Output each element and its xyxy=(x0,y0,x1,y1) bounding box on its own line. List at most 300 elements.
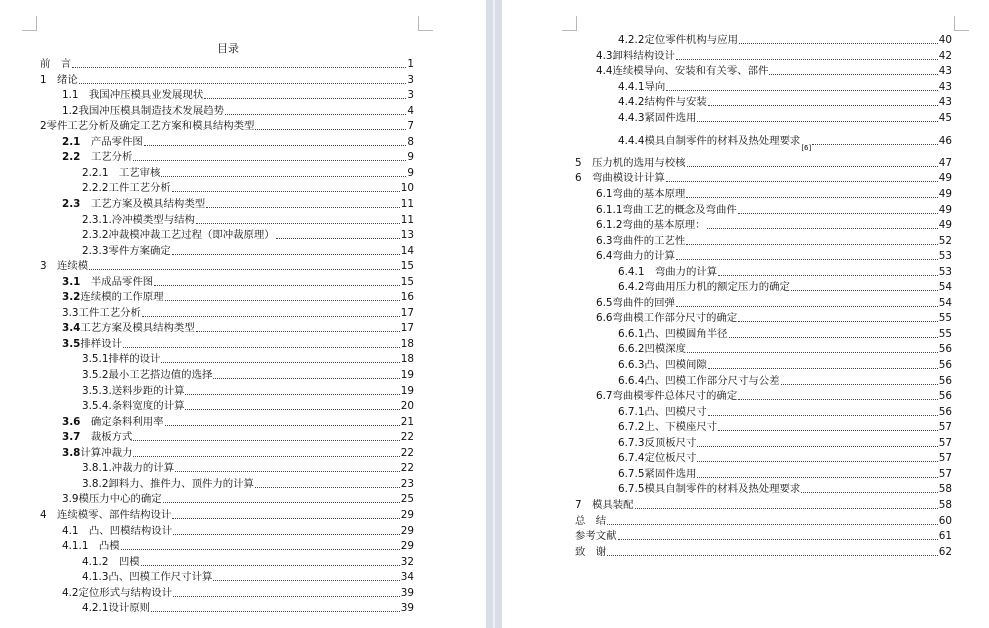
toc-entry[interactable] xyxy=(82,369,414,382)
toc-entry-title: 我国冲压模具业发展现状 xyxy=(88,89,204,102)
toc-entry-number: 4.4.2 xyxy=(618,96,645,109)
toc-entry-page: 22 xyxy=(400,462,414,475)
toc-entry-page: 43 xyxy=(938,96,952,109)
toc-entry-title: 条料宽度的计算 xyxy=(111,400,185,413)
toc-entry[interactable] xyxy=(62,493,414,506)
toc-entry[interactable] xyxy=(82,214,414,227)
toc-entry-page: 57 xyxy=(938,452,952,465)
toc-entry[interactable]: 4.4.4 模具自制零件的材料及热处理要求 [6] 46 xyxy=(618,135,952,153)
toc-leader-dots xyxy=(738,321,938,322)
toc-entry-number: 2 xyxy=(40,120,47,133)
toc-entry-number: 3.7 xyxy=(62,431,91,444)
toc-leader-dots xyxy=(161,362,399,363)
toc-entry[interactable] xyxy=(618,96,952,109)
toc-entry[interactable] xyxy=(596,219,952,232)
toc-entry-number: 参考文献 xyxy=(575,530,617,543)
toc-entry[interactable] xyxy=(62,338,414,351)
toc-entry-page: 22 xyxy=(400,431,414,444)
toc-leader-dots xyxy=(255,487,400,488)
toc-entry[interactable] xyxy=(618,468,952,481)
toc-leader-dots xyxy=(708,105,938,106)
toc-entry-title: 凹模 xyxy=(118,555,140,568)
toc-entry-page: 58 xyxy=(938,498,952,511)
toc-leader-dots xyxy=(172,518,399,519)
toc-entry[interactable] xyxy=(82,353,414,366)
toc-entry[interactable] xyxy=(82,229,414,242)
toc-entry[interactable] xyxy=(596,297,952,310)
toc-leader-dots xyxy=(607,555,938,556)
toc-entry[interactable] xyxy=(618,266,952,279)
toc-entry[interactable] xyxy=(62,307,414,320)
toc-entry[interactable] xyxy=(596,50,952,63)
toc-entry-title: 弯曲件的工艺性 xyxy=(612,234,686,247)
toc-entry[interactable] xyxy=(618,359,952,372)
toc-leader-dots xyxy=(141,565,400,566)
toc-leader-dots xyxy=(666,90,938,91)
toc-entry-number: 4 xyxy=(40,508,58,521)
toc-entry-title: 弯曲力的计算 xyxy=(612,250,675,263)
toc-leader-dots xyxy=(781,384,938,385)
toc-entry-title: 反顶板尺寸 xyxy=(644,436,697,449)
toc-entry[interactable] xyxy=(82,462,414,475)
toc-entry[interactable] xyxy=(618,112,952,125)
toc-leader-dots xyxy=(123,347,400,348)
toc-leader-dots xyxy=(133,160,406,161)
toc-entry[interactable] xyxy=(62,416,414,429)
toc-leader-dots xyxy=(89,269,400,270)
toc-entry-page: 49 xyxy=(938,172,952,185)
toc-entry-page: 57 xyxy=(938,421,952,434)
toc-entry-number: 4.4.3 xyxy=(618,111,645,124)
toc-entry-number: 6.7.4 xyxy=(618,452,645,465)
toc-entry-title: 模具装配 xyxy=(592,498,634,511)
toc-entry-number: 6.7.1 xyxy=(618,405,645,418)
toc-entry-number: 3.5.1 xyxy=(82,353,109,366)
toc-leader-dots xyxy=(697,461,937,462)
toc-leader-dots xyxy=(161,176,406,177)
toc-entry[interactable] xyxy=(575,515,952,528)
toc-leader-dots xyxy=(708,368,938,369)
toc-entry-page: 56 xyxy=(938,359,952,371)
toc-entry-number: 5 xyxy=(575,156,593,169)
toc-entry-page: 61 xyxy=(938,530,952,543)
toc-entry-title: 弯曲的基本原理 xyxy=(612,187,686,200)
toc-entry-title: 绪论 xyxy=(57,73,78,86)
toc-entry-title: 计算冲裁力 xyxy=(80,446,133,459)
toc-entry-title: 冷冲模类型与结构 xyxy=(111,213,195,226)
toc-entry-number: 6.7.5 xyxy=(618,467,645,480)
toc-entry-number: 2.2.2 xyxy=(82,182,109,195)
toc-entry-title: 导向 xyxy=(644,80,666,93)
crop-mark xyxy=(22,16,37,31)
toc-entry[interactable] xyxy=(40,74,414,87)
toc-entry-page: 7 xyxy=(407,120,414,133)
toc-entry[interactable] xyxy=(618,406,952,419)
toc-entry-title: 模具自制零件的材料及热处理要求 xyxy=(644,483,801,496)
toc-entry[interactable] xyxy=(62,587,414,600)
toc-entry[interactable] xyxy=(575,172,952,185)
toc-entry-number: 6.6.2 xyxy=(618,343,645,356)
toc-entry-number: 3.6 xyxy=(62,415,91,428)
page-gutter xyxy=(486,0,502,628)
toc-entry-page: 14 xyxy=(400,244,414,257)
toc-entry[interactable] xyxy=(40,120,414,133)
toc-entry[interactable] xyxy=(62,276,414,289)
toc-entry-title: 送料步距的计算 xyxy=(111,384,185,397)
toc-leader-dots xyxy=(255,129,406,130)
toc-entry-number: 6.6.3 xyxy=(618,359,645,371)
toc-entry[interactable] xyxy=(618,343,952,356)
toc-leader-dots xyxy=(172,191,400,192)
toc-leader-dots xyxy=(133,440,399,441)
toc-entry-title: 工艺分析 xyxy=(90,151,133,164)
toc-entry[interactable] xyxy=(596,250,952,263)
toc-leader-dots xyxy=(791,290,938,291)
toc-entry-title: 凸、凹模工作部分尺寸与公差 xyxy=(644,374,780,387)
toc-entry-page: 54 xyxy=(938,296,952,309)
toc-entry-number: 4.3 xyxy=(596,49,613,62)
toc-entry-number: 6.4.2 xyxy=(618,281,645,294)
toc-entry-title: 工艺方案及模具结构类型 xyxy=(80,322,195,335)
toc-entry-page: 15 xyxy=(400,275,414,288)
toc-entry-title: 冲裁力的计算 xyxy=(111,462,175,475)
toc-entry-title: 弯曲用压力机的额定压力的确定 xyxy=(644,281,790,294)
toc-leader-dots xyxy=(801,492,937,493)
toc-entry-title: 凸、凹模尺寸 xyxy=(644,405,707,418)
toc-entry[interactable] xyxy=(62,105,414,118)
toc-entry-title: 产品零件图 xyxy=(90,135,143,148)
toc-entry[interactable] xyxy=(62,136,414,149)
toc-entry[interactable] xyxy=(596,65,952,78)
toc-entry-title: 弯曲工艺的概念及弯曲件 xyxy=(622,203,737,216)
toc-entry-number: 4.2.2 xyxy=(618,34,645,46)
toc-entry-number: 2.2 xyxy=(62,151,91,164)
toc-leader-dots xyxy=(607,524,938,525)
toc-entry-number: 总 结 xyxy=(575,514,607,527)
toc-entry-number: 3.5.4. xyxy=(82,400,112,413)
toc-leader-dots xyxy=(707,228,938,229)
toc-leader-dots xyxy=(729,337,938,338)
toc-entry-title: 弯曲模工作部分尺寸的确定 xyxy=(612,312,738,325)
toc-entry[interactable] xyxy=(618,328,952,341)
toc-entry-page: 55 xyxy=(938,327,952,340)
toc-entry[interactable] xyxy=(575,530,952,543)
toc-leader-dots xyxy=(154,285,400,286)
toc-entry-title: 凸、凹模结构设计 xyxy=(88,524,173,537)
toc-entry-title: 定位板尺寸 xyxy=(644,452,697,465)
toc-leader-dots xyxy=(618,539,938,540)
toc-leader-dots xyxy=(812,144,938,145)
toc-entry[interactable] xyxy=(618,483,952,496)
toc-entry-number: 3 xyxy=(40,260,58,273)
toc-title: 目录 xyxy=(217,42,239,55)
toc-entry-title: 排样设计 xyxy=(80,337,122,350)
toc-entry[interactable] xyxy=(62,198,414,211)
toc-entry[interactable] xyxy=(596,235,952,248)
toc-entry[interactable] xyxy=(82,167,414,180)
toc-entry-number: 3.2 xyxy=(62,291,81,304)
toc-entry-page: 20 xyxy=(400,400,414,413)
toc-entry-page: 45 xyxy=(938,111,952,124)
toc-entry[interactable] xyxy=(618,437,952,450)
toc-entry[interactable] xyxy=(618,81,952,94)
toc-entry-page: 18 xyxy=(400,353,414,366)
toc-entry-title: 工艺方案及模具结构类型 xyxy=(90,197,206,210)
toc-entry-number: 6.3 xyxy=(596,234,613,247)
toc-entry-page: 4 xyxy=(407,104,414,117)
toc-leader-dots xyxy=(185,409,399,410)
toc-leader-dots xyxy=(676,306,938,307)
toc-leader-dots xyxy=(738,399,938,400)
toc-leader-dots xyxy=(687,166,938,167)
toc-entry[interactable] xyxy=(62,89,414,102)
page-right xyxy=(502,0,989,628)
toc-entry[interactable] xyxy=(618,421,952,434)
toc-entry[interactable] xyxy=(62,151,414,164)
toc-entry[interactable] xyxy=(40,509,414,522)
toc-entry[interactable] xyxy=(82,571,414,584)
toc-entry-number: 4.4.1 xyxy=(618,80,645,93)
toc-entry-title: 卸料结构设计 xyxy=(612,49,675,62)
toc-entry-number: 4.4 xyxy=(596,65,613,78)
toc-entry-number: 6.1.2 xyxy=(596,219,623,232)
toc-entry-title: 排样的设计 xyxy=(108,353,161,366)
toc-leader-dots xyxy=(173,534,400,535)
toc-entry-number: 6.6.4 xyxy=(618,374,645,387)
toc-entry-title: 紧固件选用 xyxy=(644,467,697,480)
toc-entry[interactable] xyxy=(82,182,414,195)
toc-entry-number: 6 xyxy=(575,172,593,185)
toc-entry-page: 17 xyxy=(400,322,414,335)
toc-entry-number: 7 xyxy=(575,498,593,511)
toc-entry-title: 凸、凹模间隙 xyxy=(644,359,707,371)
toc-entry-number: 4.1.2 xyxy=(82,555,119,568)
toc-entry-number: 3.8.2 xyxy=(82,477,109,490)
toc-entry-title: 凸、凹模圆角半径 xyxy=(644,327,728,340)
toc-entry[interactable] xyxy=(618,375,952,388)
toc-entry-title: 我国冲压模具制造技术发展趋势 xyxy=(78,104,224,117)
toc-leader-dots xyxy=(121,549,400,550)
toc-leader-dots xyxy=(173,596,400,597)
toc-entry-number: 6.4 xyxy=(596,250,613,263)
toc-entry-title: 零件方案确定 xyxy=(108,244,171,257)
toc-leader-dots xyxy=(276,238,400,239)
toc-entry-page: 15 xyxy=(400,260,414,273)
toc-entry-number: 3.1 xyxy=(62,275,91,288)
toc-entry-page: 49 xyxy=(938,187,952,200)
toc-entry[interactable] xyxy=(575,546,952,559)
toc-leader-dots xyxy=(151,611,400,612)
toc-entry-title: 凸、凹模工作尺寸计算 xyxy=(108,571,213,584)
toc-entry-number: 4.2.1 xyxy=(82,602,109,615)
crop-mark xyxy=(562,16,577,31)
toc-leader-dots xyxy=(196,331,400,332)
toc-entry-title: 确定条料利用率 xyxy=(90,415,164,428)
toc-entry-number: 4.4.4 xyxy=(618,135,645,148)
toc-entry-number: 6.1.1 xyxy=(596,203,623,216)
toc-entry[interactable] xyxy=(62,447,414,460)
toc-entry[interactable] xyxy=(596,188,952,201)
toc-entry-title: 上、下模座尺寸 xyxy=(644,421,718,434)
toc-entry-page: 11 xyxy=(400,197,414,210)
toc-entry-page: 49 xyxy=(938,203,952,216)
toc-entry-page: 42 xyxy=(938,49,952,62)
toc-entry-number: 2.1 xyxy=(62,135,91,148)
toc-entry-number: 2.3 xyxy=(62,197,91,210)
toc-entry-title: 结构件与安装 xyxy=(644,96,707,109)
toc-leader-dots xyxy=(697,121,937,122)
toc-entry-number: 6.4.1 xyxy=(618,265,655,278)
toc-leader-dots xyxy=(676,259,938,260)
toc-entry-title: 最小工艺搭边值的选择 xyxy=(108,369,213,381)
toc-entry-page: 56 xyxy=(938,374,952,387)
toc-entry-number: 4.1 xyxy=(62,524,89,537)
toc-entry-page: 19 xyxy=(400,369,414,381)
toc-entry-page: 29 xyxy=(400,508,414,521)
toc-entry[interactable] xyxy=(62,322,414,335)
toc-leader-dots xyxy=(225,114,406,115)
toc-leader-dots xyxy=(204,98,406,99)
toc-entry-page: 56 xyxy=(938,343,952,356)
toc-entry-title: 连续模 xyxy=(57,260,89,273)
toc-entry-page: 11 xyxy=(400,213,414,226)
toc-entry-title: 冲裁模冲裁工艺过程（即冲裁原理） xyxy=(108,229,275,242)
toc-entry-page: 39 xyxy=(400,586,414,599)
toc-entry-title: 弯曲件的回弹 xyxy=(612,296,675,309)
toc-entry-title: 定位零件机构与应用 xyxy=(644,34,738,46)
toc-entry-number: 致 谢 xyxy=(575,545,607,558)
toc-entry-page: 57 xyxy=(938,436,952,449)
toc-entry-number: 6.7 xyxy=(596,390,613,403)
toc-entry-title: 裁板方式 xyxy=(90,431,133,444)
toc-entry[interactable] xyxy=(62,291,414,304)
toc-entry-title: 定位形式与结构设计 xyxy=(78,586,173,599)
toc-entry-page: 49 xyxy=(938,219,952,232)
toc-entry-number: 3.5.3. xyxy=(82,384,112,397)
toc-entry-page: 10 xyxy=(400,182,414,195)
toc-leader-dots xyxy=(133,456,399,457)
toc-entry-title: 弯曲模设计计算 xyxy=(592,172,665,185)
toc-entry-number: 3.9 xyxy=(62,493,79,506)
toc-leader-dots xyxy=(144,145,407,146)
toc-entry-title: 紧固件选用 xyxy=(644,111,697,124)
toc-entry[interactable] xyxy=(62,525,414,538)
toc-entry-number: 6.7.3 xyxy=(618,436,645,449)
toc-entry-page: 13 xyxy=(400,229,414,242)
toc-leader-dots xyxy=(163,502,400,503)
toc-entry[interactable] xyxy=(62,431,414,444)
toc-entry-page: 3 xyxy=(407,73,414,86)
toc-entry-page: 29 xyxy=(400,524,414,537)
toc-entry[interactable] xyxy=(575,157,952,170)
toc-entry-title: 凹模深度 xyxy=(644,343,687,356)
toc-entry-page: 40 xyxy=(938,34,952,46)
toc-leader-dots xyxy=(687,352,938,353)
toc-entry-title: 模具自制零件的材料及热处理要求 xyxy=(644,135,801,148)
toc-entry[interactable] xyxy=(618,34,952,47)
toc-entry-title: 卸料力、推件力、顶件力的计算 xyxy=(108,477,254,490)
toc-entry[interactable] xyxy=(82,602,414,615)
toc-entry-page: 53 xyxy=(938,250,952,263)
toc-entry-number: 2.3.3 xyxy=(82,244,109,257)
toc-leader-dots xyxy=(196,223,400,224)
toc-entry-page: 57 xyxy=(938,467,952,480)
toc-entry-page: 16 xyxy=(400,291,414,304)
toc-leader-dots xyxy=(686,244,938,245)
toc-entry[interactable] xyxy=(40,58,414,71)
toc-entry-number: 前 言 xyxy=(40,58,72,70)
toc-entry-number: 6.6 xyxy=(596,312,613,325)
toc-entry[interactable] xyxy=(40,260,414,273)
toc-entry[interactable] xyxy=(82,556,414,569)
toc-leader-dots xyxy=(738,213,938,214)
toc-entry-title: 弯曲模零件总体尺寸的确定 xyxy=(612,390,738,403)
toc-entry[interactable] xyxy=(618,452,952,465)
toc-leader-dots xyxy=(718,275,938,276)
toc-entry-number: 2.3.1. xyxy=(82,213,112,226)
toc-entry-title: 压力机的选用与校核 xyxy=(592,156,686,169)
toc-entry-page: 46 xyxy=(938,135,952,148)
toc-leader-dots xyxy=(697,477,937,478)
toc-entry-title: 工件工艺分析 xyxy=(78,306,141,319)
toc-entry-title: 弯曲的基本原理： xyxy=(622,219,706,232)
toc-entry[interactable] xyxy=(596,390,952,403)
toc-leader-dots xyxy=(175,471,400,472)
toc-entry-number: 3.5.2 xyxy=(82,369,109,381)
toc-leader-dots xyxy=(635,508,938,509)
toc-entry[interactable] xyxy=(82,478,414,491)
toc-leader-dots xyxy=(739,43,938,44)
toc-entry[interactable] xyxy=(618,281,952,294)
toc-entry-page: 56 xyxy=(938,405,952,418)
toc-leader-dots xyxy=(718,430,938,431)
toc-entry-page: 21 xyxy=(400,415,414,428)
toc-entry[interactable] xyxy=(62,540,414,553)
crop-mark xyxy=(954,16,969,31)
toc-entry-number: 4.2 xyxy=(62,586,79,599)
toc-leader-dots xyxy=(686,197,938,198)
toc-entry-page: 3 xyxy=(407,89,414,102)
toc-entry-page: 52 xyxy=(938,234,952,247)
toc-entry-page: 23 xyxy=(400,477,414,490)
toc-entry[interactable] xyxy=(82,245,414,258)
toc-entry[interactable] xyxy=(596,204,952,217)
toc-leader-dots xyxy=(72,67,406,68)
toc-leader-dots xyxy=(142,316,400,317)
toc-entry-number: 6.7.5 xyxy=(618,483,645,496)
toc-entry-page: 1 xyxy=(407,58,414,70)
toc-entry-title: 连续模导向、安装和有关零、部件 xyxy=(612,65,769,78)
toc-entry-title: 工艺审核 xyxy=(118,166,161,179)
toc-entry-page: 39 xyxy=(400,602,414,615)
toc-entry-number: 2.2.1 xyxy=(82,166,119,179)
page-left xyxy=(0,0,486,628)
toc-entry-page: 9 xyxy=(407,151,414,164)
toc-entry-number: 6.1 xyxy=(596,187,613,200)
toc-entry-number: 1.2 xyxy=(62,104,79,117)
toc-leader-dots xyxy=(165,425,400,426)
toc-entry[interactable] xyxy=(575,499,952,512)
toc-entry[interactable] xyxy=(82,385,414,398)
toc-leader-dots xyxy=(185,394,399,395)
toc-entry-page: 29 xyxy=(400,540,414,553)
toc-entry-page: 58 xyxy=(938,483,952,496)
toc-leader-dots xyxy=(769,74,937,75)
toc-entry[interactable] xyxy=(596,312,952,325)
toc-entry[interactable] xyxy=(82,400,414,413)
toc-entry-number: 1 xyxy=(40,73,58,86)
toc-entry-page: 47 xyxy=(938,156,952,169)
